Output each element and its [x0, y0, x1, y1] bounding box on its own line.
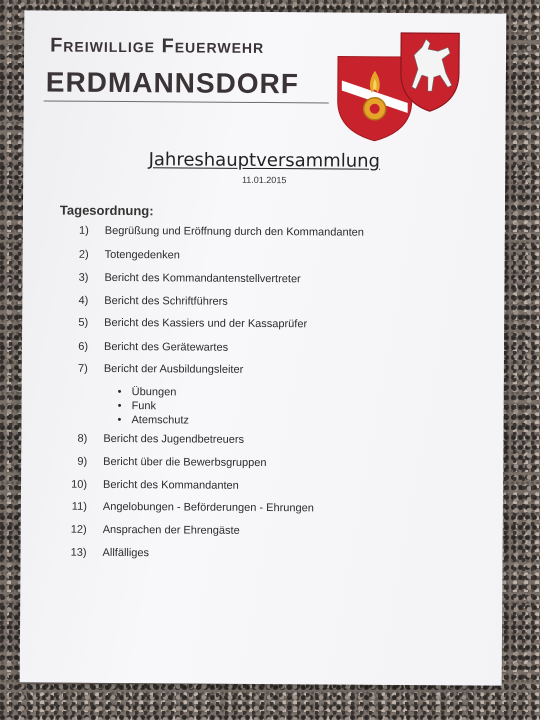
- agenda-number: 5): [78, 316, 89, 329]
- agenda-number: 7): [78, 362, 88, 375]
- agenda-item: [22, 294, 504, 308]
- agenda-text: Begrüßung und Eröffnung durch den Kommandanten: [104, 224, 364, 239]
- agenda-text: Bericht des Kommandanten: [102, 478, 239, 492]
- paper-sheet: [20, 10, 507, 685]
- agenda-item: [21, 523, 503, 537]
- agenda-item: [21, 432, 503, 446]
- agenda-text: Bericht der Ausbildungsleiter: [103, 362, 244, 376]
- agenda-item: [23, 248, 505, 262]
- agenda-number: 4): [78, 294, 89, 307]
- agenda-number: 2): [78, 248, 89, 261]
- agenda-text: Bericht des Kommandantenstellvertreter: [104, 271, 301, 286]
- org-name-line1: Freiwillige Feuerwehr: [50, 34, 265, 59]
- agenda-number: 1): [78, 224, 89, 237]
- sub-item: • Übungen: [132, 386, 177, 398]
- agenda-item: [21, 478, 503, 492]
- agenda-number: 3): [78, 271, 89, 284]
- agenda-text: Ansprachen der Ehrengäste: [102, 523, 240, 537]
- agenda-item: [22, 340, 504, 354]
- agenda-item: [21, 455, 503, 470]
- agenda-item: [22, 362, 504, 376]
- agenda-number: 8): [77, 432, 88, 445]
- agenda-text: Bericht des Gerätewartes: [103, 340, 229, 354]
- agenda-number: 6): [78, 340, 89, 353]
- agenda-text: Bericht des Jugendbetreuers: [103, 432, 245, 446]
- agenda-text: Bericht des Schriftführers: [104, 294, 228, 308]
- sub-item: • Funk: [132, 400, 157, 412]
- sub-item: • Atemschutz: [131, 414, 189, 426]
- header-divider: [44, 100, 329, 103]
- agenda-item: [21, 546, 503, 560]
- meeting-date: 11.01.2015: [241, 174, 287, 186]
- agenda-item: [23, 224, 505, 239]
- agenda-number: 9): [77, 455, 88, 468]
- agenda-text: Totengedenken: [104, 248, 180, 262]
- agenda-text: Bericht über die Bewerbsgruppen: [103, 455, 267, 470]
- agenda-number: 13): [70, 546, 87, 559]
- agenda-number: 10): [71, 478, 88, 491]
- agenda-item: [22, 316, 504, 331]
- agenda-item: [21, 500, 503, 515]
- agenda-text: Angelobungen - Beförderungen - Ehrungen: [102, 500, 314, 515]
- agenda-text: Bericht des Kassiers und der Kassaprüfer: [104, 316, 308, 331]
- org-name-line2: ERDMANNSDORF: [45, 66, 300, 100]
- agenda-heading: Tagesordnung:: [59, 202, 154, 219]
- agenda-number: 12): [70, 523, 87, 536]
- agenda-text: Allfälliges: [102, 546, 150, 560]
- town-coat-of-arms-icon: [398, 29, 463, 113]
- document-title: Jahreshauptversammlung: [148, 149, 381, 172]
- agenda-item: [23, 271, 505, 286]
- agenda-number: 11): [71, 500, 87, 513]
